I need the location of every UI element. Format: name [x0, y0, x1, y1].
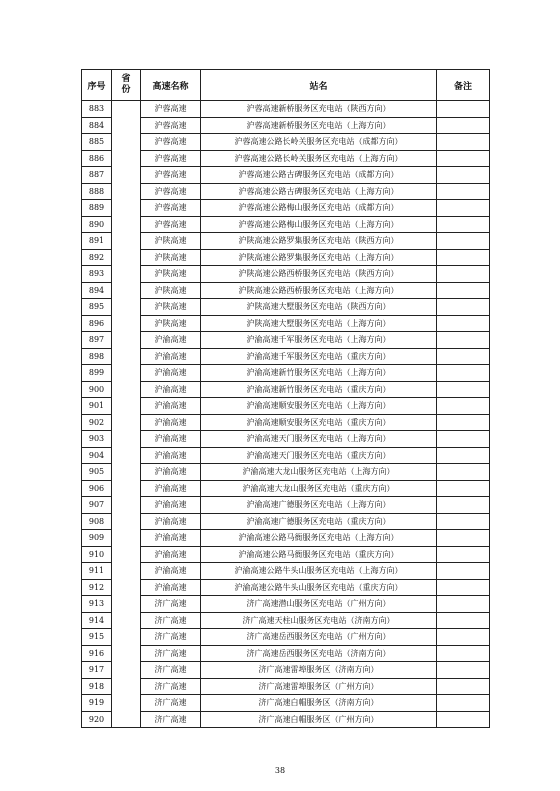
row-number: 890	[82, 216, 112, 233]
table-row	[82, 678, 490, 695]
table-row	[82, 530, 490, 547]
row-highway: 沪蓉高速	[141, 167, 201, 184]
row-number: 912	[82, 579, 112, 596]
row-remark	[437, 662, 490, 679]
row-remark	[437, 645, 490, 662]
row-station: 沪蓉高速公路长岭关服务区充电站（上海方向）	[201, 150, 437, 167]
row-highway: 沪渝高速	[141, 464, 201, 481]
table-row	[82, 348, 490, 365]
row-highway: 沪蓉高速	[141, 150, 201, 167]
header-remark: 备注	[437, 70, 490, 101]
row-remark	[437, 563, 490, 580]
row-highway: 沪渝高速	[141, 480, 201, 497]
table-row	[82, 662, 490, 679]
row-remark	[437, 398, 490, 415]
row-station: 沪渝高速公路牛头山服务区充电站（重庆方向）	[201, 579, 437, 596]
row-highway: 济广高速	[141, 645, 201, 662]
row-highway: 济广高速	[141, 695, 201, 712]
row-number: 920	[82, 711, 112, 728]
row-number: 902	[82, 414, 112, 431]
table-row	[82, 282, 490, 299]
table-row	[82, 183, 490, 200]
table-row	[82, 480, 490, 497]
row-highway: 沪渝高速	[141, 398, 201, 415]
row-number: 887	[82, 167, 112, 184]
row-station: 济广高速雷埠服务区（广州方向）	[201, 678, 437, 695]
table-row	[82, 233, 490, 250]
row-highway: 沪蓉高速	[141, 183, 201, 200]
row-highway: 沪渝高速	[141, 348, 201, 365]
row-remark	[437, 546, 490, 563]
table-row	[82, 546, 490, 563]
row-station: 济广高速岳西服务区充电站（广州方向）	[201, 629, 437, 646]
row-remark	[437, 282, 490, 299]
row-highway: 沪陕高速	[141, 299, 201, 316]
row-highway: 沪渝高速	[141, 414, 201, 431]
row-number: 888	[82, 183, 112, 200]
row-number: 907	[82, 497, 112, 514]
row-number: 896	[82, 315, 112, 332]
header-highway: 高速名称	[141, 70, 201, 101]
row-highway: 沪陕高速	[141, 233, 201, 250]
table-row	[82, 167, 490, 184]
table-row	[82, 513, 490, 530]
row-number: 893	[82, 266, 112, 283]
table-row	[82, 315, 490, 332]
row-remark	[437, 447, 490, 464]
table-row	[82, 431, 490, 448]
table-row	[82, 711, 490, 728]
row-station: 沪渝高速顺安服务区充电站（上海方向）	[201, 398, 437, 415]
row-number: 894	[82, 282, 112, 299]
row-highway: 沪蓉高速	[141, 101, 201, 118]
row-station: 沪渝高速广德服务区充电站（上海方向）	[201, 497, 437, 514]
row-highway: 沪陕高速	[141, 315, 201, 332]
row-number: 905	[82, 464, 112, 481]
table-row	[82, 563, 490, 580]
table-row	[82, 612, 490, 629]
row-number: 899	[82, 365, 112, 382]
row-remark	[437, 101, 490, 118]
row-station: 沪蓉高速公路梅山服务区充电站（成都方向）	[201, 200, 437, 217]
table-header-row	[82, 70, 490, 101]
row-station: 沪蓉高速公路梅山服务区充电站（上海方向）	[201, 216, 437, 233]
row-remark	[437, 629, 490, 646]
table-row	[82, 464, 490, 481]
row-highway: 济广高速	[141, 711, 201, 728]
row-remark	[437, 365, 490, 382]
table-row	[82, 200, 490, 217]
header-province-char-2: 份	[121, 85, 131, 95]
row-number: 909	[82, 530, 112, 547]
row-station: 沪渝高速天门服务区充电站（上海方向）	[201, 431, 437, 448]
row-number: 908	[82, 513, 112, 530]
row-highway: 沪渝高速	[141, 563, 201, 580]
row-highway: 沪渝高速	[141, 546, 201, 563]
row-number: 892	[82, 249, 112, 266]
row-highway: 沪蓉高速	[141, 216, 201, 233]
row-station: 沪渝高速广德服务区充电站（重庆方向）	[201, 513, 437, 530]
charging-station-table	[81, 69, 490, 728]
row-station: 济广高速天柱山服务区充电站（济南方向）	[201, 612, 437, 629]
row-highway: 济广高速	[141, 612, 201, 629]
row-station: 沪渝高速千军服务区充电站（重庆方向）	[201, 348, 437, 365]
row-station: 沪渝高速公路马衙服务区充电站（重庆方向）	[201, 546, 437, 563]
table-row	[82, 150, 490, 167]
table-row	[82, 398, 490, 415]
row-number: 911	[82, 563, 112, 580]
row-station: 沪陕高速大墅服务区充电站（陕西方向）	[201, 299, 437, 316]
row-remark	[437, 711, 490, 728]
row-station: 济广高速雷埠服务区（济南方向）	[201, 662, 437, 679]
row-number: 916	[82, 645, 112, 662]
row-station: 沪渝高速公路牛头山服务区充电站（上海方向）	[201, 563, 437, 580]
row-station: 沪渝高速新竹服务区充电站（重庆方向）	[201, 381, 437, 398]
row-remark	[437, 678, 490, 695]
row-number: 883	[82, 101, 112, 118]
row-highway: 济广高速	[141, 662, 201, 679]
row-highway: 沪陕高速	[141, 249, 201, 266]
row-remark	[437, 266, 490, 283]
row-remark	[437, 579, 490, 596]
row-highway: 沪渝高速	[141, 332, 201, 349]
row-remark	[437, 299, 490, 316]
row-station: 沪陕高速公路罗集服务区充电站（陕西方向）	[201, 233, 437, 250]
row-highway: 沪渝高速	[141, 530, 201, 547]
row-highway: 沪渝高速	[141, 431, 201, 448]
row-number: 919	[82, 695, 112, 712]
table-row	[82, 695, 490, 712]
row-station: 济广高速潜山服务区充电站（广州方向）	[201, 596, 437, 613]
row-remark	[437, 167, 490, 184]
row-number: 891	[82, 233, 112, 250]
row-remark	[437, 497, 490, 514]
row-number: 895	[82, 299, 112, 316]
row-remark	[437, 414, 490, 431]
row-number: 915	[82, 629, 112, 646]
row-remark	[437, 200, 490, 217]
table-row	[82, 414, 490, 431]
row-remark	[437, 134, 490, 151]
header-province-char-1: 省	[121, 74, 131, 84]
header-station: 站名	[201, 70, 437, 101]
row-highway: 沪渝高速	[141, 497, 201, 514]
row-number: 884	[82, 117, 112, 134]
header-province	[112, 70, 141, 101]
row-number: 901	[82, 398, 112, 415]
row-number: 917	[82, 662, 112, 679]
row-station: 沪蓉高速新桥服务区充电站（上海方向）	[201, 117, 437, 134]
row-remark	[437, 150, 490, 167]
row-remark	[437, 332, 490, 349]
table-row	[82, 497, 490, 514]
row-highway: 济广高速	[141, 629, 201, 646]
row-highway: 沪蓉高速	[141, 200, 201, 217]
row-station: 沪陕高速公路罗集服务区充电站（上海方向）	[201, 249, 437, 266]
row-remark	[437, 480, 490, 497]
row-number: 900	[82, 381, 112, 398]
table-row	[82, 216, 490, 233]
table-row	[82, 596, 490, 613]
row-number: 918	[82, 678, 112, 695]
row-highway: 沪渝高速	[141, 381, 201, 398]
row-station: 沪陕高速公路西桥服务区充电站（陕西方向）	[201, 266, 437, 283]
row-station: 济广高速白帽服务区（济南方向）	[201, 695, 437, 712]
row-number: 910	[82, 546, 112, 563]
row-station: 沪陕高速大墅服务区充电站（上海方向）	[201, 315, 437, 332]
row-highway: 沪渝高速	[141, 513, 201, 530]
row-station: 沪蓉高速公路古碑服务区充电站（成都方向）	[201, 167, 437, 184]
row-station: 济广高速岳西服务区充电站（济南方向）	[201, 645, 437, 662]
row-remark	[437, 315, 490, 332]
row-remark	[437, 233, 490, 250]
row-remark	[437, 348, 490, 365]
table-row	[82, 332, 490, 349]
row-number: 889	[82, 200, 112, 217]
table-row	[82, 299, 490, 316]
table-row	[82, 381, 490, 398]
table-row	[82, 579, 490, 596]
row-remark	[437, 464, 490, 481]
row-station: 沪渝高速公路马衙服务区充电站（上海方向）	[201, 530, 437, 547]
row-highway: 沪渝高速	[141, 447, 201, 464]
row-number: 885	[82, 134, 112, 151]
row-station: 沪渝高速顺安服务区充电站（重庆方向）	[201, 414, 437, 431]
row-station: 沪渝高速天门服务区充电站（重庆方向）	[201, 447, 437, 464]
table-row	[82, 447, 490, 464]
row-number: 897	[82, 332, 112, 349]
row-remark	[437, 596, 490, 613]
table-row	[82, 101, 490, 118]
row-highway: 沪陕高速	[141, 266, 201, 283]
row-highway: 济广高速	[141, 596, 201, 613]
row-remark	[437, 513, 490, 530]
row-station: 沪渝高速大龙山服务区充电站（重庆方向）	[201, 480, 437, 497]
row-number: 903	[82, 431, 112, 448]
row-station: 沪渝高速新竹服务区充电站（上海方向）	[201, 365, 437, 382]
table-row	[82, 134, 490, 151]
table-row	[82, 266, 490, 283]
row-remark	[437, 381, 490, 398]
table-row	[82, 365, 490, 382]
row-remark	[437, 183, 490, 200]
table-row	[82, 249, 490, 266]
row-remark	[437, 612, 490, 629]
row-highway: 沪蓉高速	[141, 117, 201, 134]
row-remark	[437, 695, 490, 712]
row-number: 904	[82, 447, 112, 464]
table-row	[82, 645, 490, 662]
row-remark	[437, 431, 490, 448]
row-number: 913	[82, 596, 112, 613]
row-number: 898	[82, 348, 112, 365]
table-row	[82, 629, 490, 646]
row-station: 沪陕高速公路西桥服务区充电站（上海方向）	[201, 282, 437, 299]
row-number: 914	[82, 612, 112, 629]
header-seq: 序号	[82, 70, 112, 101]
row-highway: 沪蓉高速	[141, 134, 201, 151]
row-remark	[437, 216, 490, 233]
row-highway: 沪陕高速	[141, 282, 201, 299]
row-remark	[437, 249, 490, 266]
row-station: 沪蓉高速新桥服务区充电站（陕西方向）	[201, 101, 437, 118]
row-province	[112, 101, 141, 728]
row-highway: 沪渝高速	[141, 365, 201, 382]
row-remark	[437, 117, 490, 134]
row-station: 沪蓉高速公路长岭关服务区充电站（成都方向）	[201, 134, 437, 151]
row-station: 济广高速白帽服务区（广州方向）	[201, 711, 437, 728]
row-highway: 沪渝高速	[141, 579, 201, 596]
row-station: 沪蓉高速公路古碑服务区充电站（上海方向）	[201, 183, 437, 200]
row-number: 906	[82, 480, 112, 497]
row-highway: 济广高速	[141, 678, 201, 695]
row-station: 沪渝高速千军服务区充电站（上海方向）	[201, 332, 437, 349]
row-remark	[437, 530, 490, 547]
row-number: 886	[82, 150, 112, 167]
row-station: 沪渝高速大龙山服务区充电站（上海方向）	[201, 464, 437, 481]
page-number: 38	[274, 766, 286, 775]
table-row	[82, 117, 490, 134]
